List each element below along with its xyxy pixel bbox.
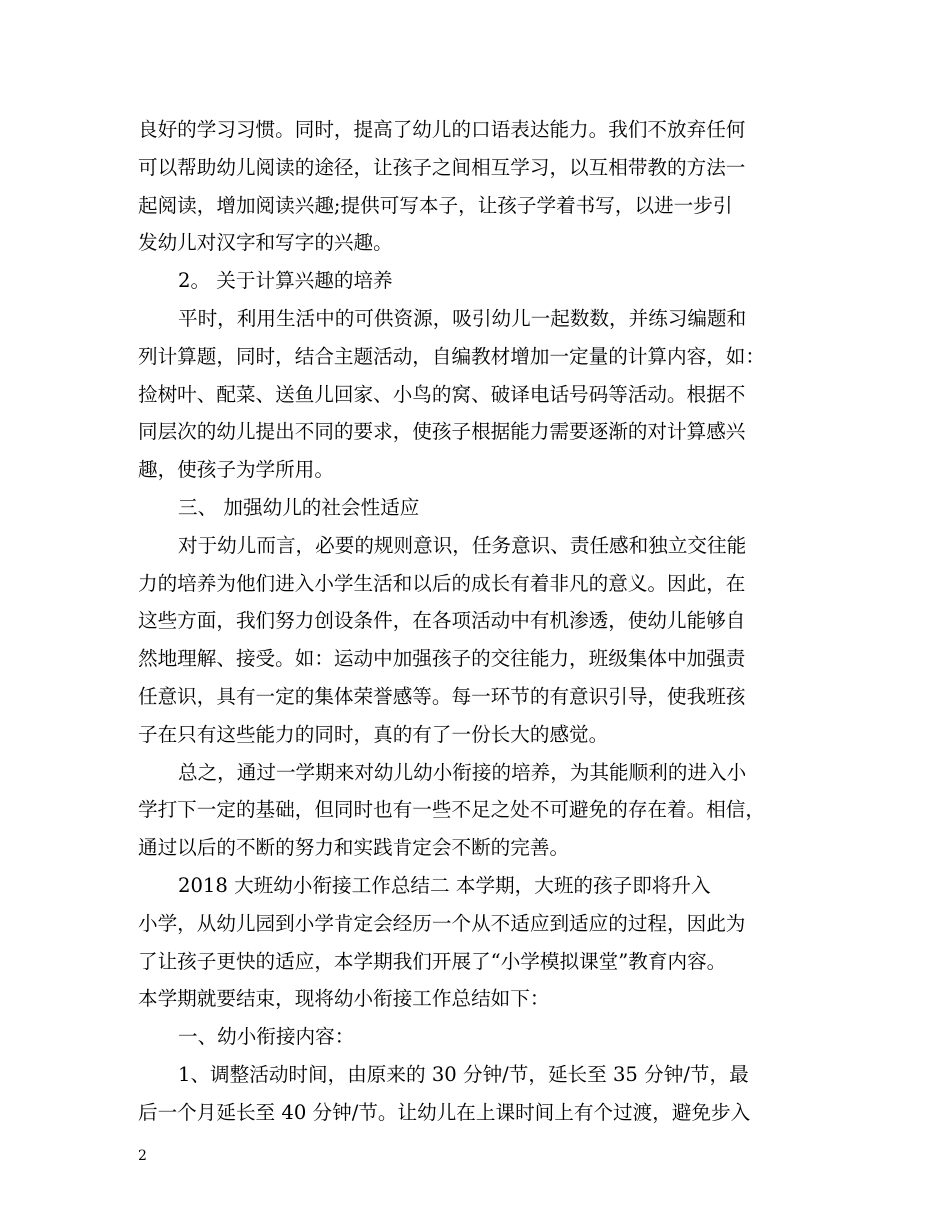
text-line: 起阅读，增加阅读兴趣;提供可写本子，让孩子学着书写，以进一步引 bbox=[138, 193, 733, 217]
text-line: 了让孩子更快的适应，本学期我们开展了“小学模拟课堂”教育内容。 bbox=[138, 949, 727, 973]
text-line: 列计算题，同时，结合主题活动，自编教材增加一定量的计算内容，如： bbox=[138, 344, 765, 368]
text-line: 总之，通过一学期来对幼儿幼小衔接的培养，为其能顺利的进入小 bbox=[178, 760, 747, 784]
text-line: 良好的学习习惯。同时，提高了幼儿的口语表达能力。我们不放弃任何 bbox=[138, 118, 746, 141]
text-line: 对于幼儿而言，必要的规则意识，任务意识、责任感和独立交往能 bbox=[178, 533, 747, 557]
text-line: 三、 加强幼儿的社会性适应 bbox=[178, 495, 420, 519]
text-line: 同层次的幼儿提出不同的要求，使孩子根据能力需要逐渐的对计算感兴 bbox=[138, 420, 746, 444]
text-line: 学打下一定的基础，但同时也有一些不足之处不可避免的存在着。相信， bbox=[138, 798, 765, 822]
text-line: 发幼儿对汉字和写字的兴趣。 bbox=[138, 231, 393, 255]
text-line: 捡树叶、配菜、送鱼儿回家、小鸟的窝、破译电话号码等活动。根据不 bbox=[138, 382, 746, 406]
text-line: 一、幼小衔接内容： bbox=[178, 1025, 355, 1049]
text-line: 子在只有这些能力的同时，真的有了一份长大的感觉。 bbox=[138, 722, 609, 746]
text-line: 通过以后的不断的努力和实践肯定会不断的完善。 bbox=[138, 836, 570, 860]
page-number: 2 bbox=[138, 1148, 147, 1164]
text-line: 力的培养为他们进入小学生活和以后的成长有着非凡的意义。因此，在 bbox=[138, 571, 746, 595]
text-line: 后一个月延长至 40 分钟/节。让幼儿在上课时间上有个过渡，避免步入 bbox=[138, 1100, 751, 1124]
text-line: 趣，使孩子为学所用。 bbox=[138, 458, 334, 482]
text-line: 可以帮助幼儿阅读的途径，让孩子之间相互学习，以互相带教的方法一 bbox=[138, 155, 746, 179]
text-line: 本学期就要结束，现将幼小衔接工作总结如下： bbox=[138, 987, 550, 1011]
document-body bbox=[138, 111, 828, 1132]
text-line: 1、调整活动时间，由原来的 30 分钟/节，延长至 35 分钟/节，最 bbox=[178, 1062, 749, 1086]
text-line: 这些方面，我们努力创设条件，在各项活动中有机渗透，使幼儿能够自 bbox=[138, 609, 746, 633]
text-line: 平时，利用生活中的可供资源，吸引幼儿一起数数，并练习编题和 bbox=[178, 306, 747, 330]
text-line: 小学，从幼儿园到小学肯定会经历一个从不适应到适应的过程，因此为 bbox=[138, 911, 746, 935]
text-line: 2018 大班幼小衔接工作总结二 本学期，大班的孩子即将升入 bbox=[178, 873, 711, 897]
text-line: 然地理解、接受。如：运动中加强孩子的交往能力，班级集体中加强责 bbox=[138, 647, 746, 671]
text-line: 2。 关于计算兴趣的培养 bbox=[178, 269, 393, 293]
text-line: 任意识，具有一定的集体荣誉感等。每一环节的有意识引导，使我班孩 bbox=[138, 684, 746, 708]
